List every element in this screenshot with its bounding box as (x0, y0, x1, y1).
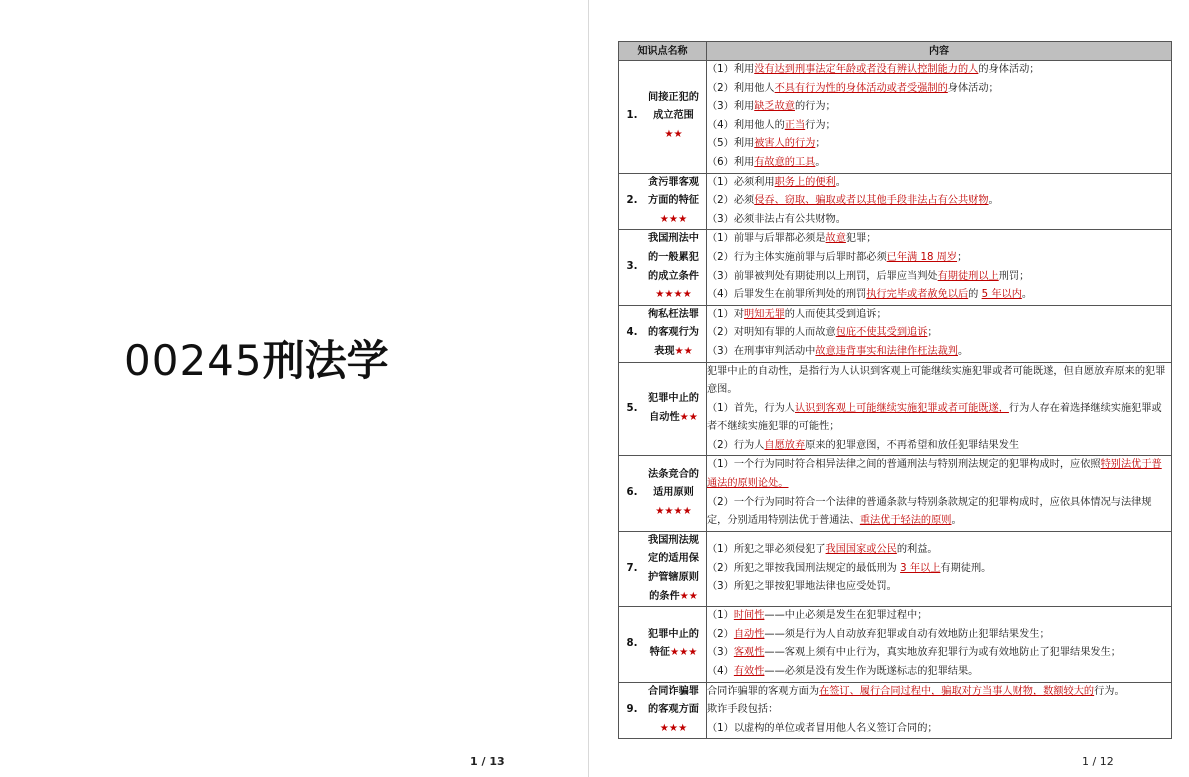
topic-name-text: 表现 (654, 345, 675, 357)
content-cell (707, 61, 1172, 174)
topic-cell (619, 456, 707, 531)
content-text: ； (815, 138, 826, 150)
content-text: （2）一个行为同时符合一个法律的普通条款与特别条款规定的犯罪构成时，应依具体情况与法律规定，分别适用特别法优于普通法、 (707, 496, 1152, 527)
content-line (707, 644, 1171, 663)
key-term: 正当 (784, 119, 806, 131)
topic-name-line (643, 343, 704, 362)
topic-name-text: 方面的特征 (648, 195, 699, 207)
content-line (707, 560, 1171, 579)
content-text: ——必须是没有发生作为既遂标志的犯罪结果。 (764, 666, 979, 677)
key-term: 故意 (825, 233, 846, 245)
topic-name (643, 683, 706, 739)
topic-name-text: 成立范围 (653, 110, 694, 122)
topic-name-text: 的成立条件 (648, 270, 699, 282)
content-line (707, 663, 1171, 682)
topic-name-text: 特征 (649, 647, 670, 659)
topic-name-text: 的一般累犯 (648, 251, 699, 263)
table-row (619, 607, 1172, 682)
content-line (707, 249, 1171, 268)
table-row (619, 682, 1172, 739)
content-cell (707, 456, 1172, 531)
content-text: 。 (988, 195, 999, 207)
content-text: （3）所犯之罪按犯罪地法律也应受处罚。 (707, 581, 897, 593)
content-line (707, 324, 1171, 343)
content-text: （4）利用他人的 (707, 119, 785, 131)
content-text: 的行为； (794, 101, 836, 113)
content-text: （1）前罪与后罪都必须是 (707, 233, 826, 245)
topic-number: 8. (626, 638, 638, 650)
content-text: （2）行为主体实施前罪与后罪时都必须 (707, 251, 887, 263)
key-term: 特别法优于普通法的原则论处。 (707, 459, 1162, 490)
key-term: 自愿放弃 (764, 439, 806, 451)
topic-stars-line (643, 126, 704, 145)
topic-name (643, 230, 706, 304)
content-text: （5）利用 (707, 138, 755, 150)
topic-name (643, 390, 706, 427)
content-text: 。 (835, 176, 846, 188)
topic-name-line (643, 532, 704, 551)
content-line (707, 192, 1171, 211)
content-line (707, 80, 1171, 99)
key-term: 职务上的便利 (774, 176, 836, 188)
topic-name-text: 合同诈骗罪 (648, 685, 699, 697)
content-line (707, 343, 1171, 362)
topic-name-text: 犯罪中止的 (648, 628, 699, 640)
content-line (707, 363, 1171, 400)
content-line (707, 174, 1171, 193)
topic-number: 4. (626, 327, 638, 339)
topic-number: 5. (626, 402, 638, 414)
content-text: （1）所犯之罪必须侵犯了 (707, 544, 826, 556)
content-line (707, 135, 1171, 154)
left-page (0, 0, 588, 777)
content-line (707, 683, 1171, 702)
topic-name-line (643, 550, 704, 569)
importance-stars: ★★★ (669, 647, 698, 659)
content-line (707, 720, 1171, 739)
topic-name-line (643, 249, 704, 268)
document-title (124, 336, 389, 386)
topic-cell (619, 173, 707, 230)
content-cell (707, 230, 1172, 305)
key-term: 时间性 (733, 610, 765, 622)
header-topic: 知识点名称 (619, 42, 707, 61)
content-text: （2）所犯之罪按我国刑法规定的最低刑为 (707, 562, 901, 574)
importance-stars: ★★★ (659, 722, 688, 734)
table-row (619, 531, 1172, 606)
content-line (707, 61, 1171, 80)
content-text: 。 (957, 345, 969, 357)
content-text: （4）后罪发生在前罪所判处的刑罚 (707, 289, 867, 301)
right-page-number: 1 / 12 (1082, 755, 1114, 768)
key-term: 故意违背事实和法律作枉法裁判 (815, 345, 958, 357)
content-line (707, 626, 1171, 645)
content-text: 行为； (805, 119, 836, 131)
importance-stars: ★★★ (659, 213, 688, 225)
topic-name-text: 我国刑法中 (648, 233, 699, 245)
content-cell (707, 607, 1172, 682)
key-term: 明知无罪 (744, 308, 785, 320)
content-line (707, 541, 1171, 560)
key-term: 执行完毕或者赦免以后 (866, 289, 969, 301)
topic-number: 2. (626, 195, 638, 207)
key-term: 自动性 (733, 628, 765, 640)
content-line (707, 286, 1171, 305)
topic-number: 6. (626, 487, 638, 499)
topic-name-text: 适用原则 (653, 487, 694, 499)
content-line (707, 400, 1171, 437)
key-term: 包庇不使其受到追诉 (835, 327, 928, 339)
topic-name-text: 法条竞合的 (648, 468, 699, 480)
key-term: 有故意的工具 (754, 156, 816, 168)
topic-number: 7. (626, 562, 638, 574)
content-text: （1）对 (707, 308, 745, 320)
content-line (707, 230, 1171, 249)
topic-name-line (643, 588, 704, 607)
content-text: （2）必须 (707, 195, 755, 207)
content-line (707, 494, 1171, 531)
key-term: 我国国家或公民 (825, 544, 897, 556)
content-text: （3）前罪被判处有期徒刑以上刑罚，后罪应当判处 (707, 270, 938, 282)
topic-number: 9. (626, 704, 638, 716)
content-line (707, 437, 1171, 456)
content-cell (707, 305, 1172, 362)
topic-cell (619, 682, 707, 739)
topic-name-text: 的客观行为 (648, 327, 699, 339)
key-term: 5 年以内 (981, 289, 1022, 301)
topic-name-line (643, 89, 704, 108)
topic-name (643, 306, 706, 362)
content-text: 的 (968, 289, 982, 301)
key-term: 认识到客观上可能继续实施犯罪或者可能既遂， (794, 402, 1009, 414)
topic-name (643, 626, 706, 663)
content-text: （2）行为人 (707, 439, 765, 451)
topic-name-line (643, 107, 704, 144)
content-text: （2）对明知有罪的人而故意 (707, 327, 836, 339)
content-text: （2） (707, 628, 734, 640)
topic-name-line (643, 484, 704, 521)
topic-name-text: 贪污罪客观 (648, 176, 699, 188)
topic-name-line (643, 683, 704, 702)
content-text: （1）利用 (707, 64, 755, 75)
content-cell (707, 173, 1172, 230)
content-cell (707, 682, 1172, 739)
table-header-row (619, 42, 1172, 61)
content-text: （3）在刑事审判活动中 (707, 345, 816, 357)
key-term: 在签订、履行合同过程中，骗取对方当事人财物，数额较大的 (819, 685, 1095, 697)
content-text: （4） (707, 666, 734, 677)
knowledge-table (618, 41, 1172, 739)
content-text: 。 (1021, 289, 1033, 301)
content-text: 的人而使其受到追诉； (784, 308, 887, 320)
content-text: ——须是行为人自动放弃犯罪或自动有效地防止犯罪结果发生； (764, 628, 1050, 640)
key-term: 没有达到刑事法定年龄或者没有辨认控制能力的人 (754, 64, 979, 75)
content-cell (707, 362, 1172, 456)
content-text: ； (957, 251, 968, 263)
topic-name-text: 护管辖原则 (648, 572, 699, 584)
content-text: 犯罪； (845, 233, 877, 245)
topic-cell (619, 61, 707, 174)
topic-name-line (643, 701, 704, 738)
key-term: 3 年以上 (900, 562, 941, 574)
topic-name-line (643, 268, 704, 305)
topic-stars-line (643, 720, 704, 739)
importance-stars: ★★ (664, 129, 683, 141)
key-term: 侵吞、窃取、骗取或者以其他手段非法占有公共财物 (754, 195, 989, 207)
content-line (707, 607, 1171, 626)
content-text: 刑罚； (998, 270, 1030, 282)
content-text: ； (927, 327, 938, 339)
topic-name-line (643, 569, 704, 588)
content-line (707, 701, 1171, 720)
table-row (619, 362, 1172, 456)
topic-name-line (643, 230, 704, 249)
course-name: 刑法学 (262, 336, 389, 385)
header-content: 内容 (707, 42, 1172, 61)
topic-name-text: 徇私枉法罪 (648, 308, 699, 320)
key-term: 重法优于轻法的原则 (859, 515, 952, 527)
content-text: 欺诈手段包括： (707, 704, 779, 716)
content-text: （3） (707, 647, 734, 659)
content-text: （2）利用他人 (707, 82, 775, 94)
table-row (619, 305, 1172, 362)
topic-name-line (643, 390, 704, 409)
key-term: 客观性 (733, 647, 765, 659)
topic-number: 1. (626, 110, 638, 122)
topic-stars-line (643, 503, 704, 522)
content-text: （3）利用 (707, 101, 755, 113)
table-row (619, 173, 1172, 230)
content-line (707, 578, 1171, 597)
course-code: 00245 (124, 336, 263, 385)
content-text: （1）以虚构的单位或者冒用他人名义签订合同的； (707, 722, 938, 734)
content-text: 身体活动； (947, 82, 999, 94)
content-line (707, 268, 1171, 287)
topic-cell (619, 607, 707, 682)
content-text: （1）必须利用 (707, 176, 775, 188)
topic-cell (619, 531, 707, 606)
content-text: ——客观上须有中止行为，真实地放弃犯罪行为或有效地防止了犯罪结果发生； (764, 647, 1121, 659)
topic-cell (619, 305, 707, 362)
key-term: 被害人的行为 (754, 138, 816, 150)
content-text: 行为。 (1094, 685, 1125, 697)
content-text: （1）首先，行为人 (707, 402, 795, 414)
content-text: （6）利用 (707, 156, 755, 168)
content-text: （1） (707, 610, 734, 622)
content-cell (707, 531, 1172, 606)
content-text: 有期徒刑。 (940, 562, 992, 574)
topic-stars-line (643, 286, 704, 305)
key-term: 不具有行为性的身体活动或者受强制的 (774, 82, 948, 94)
content-text: 犯罪中止的自动性，是指行为人认识到客观上可能继续实施犯罪或者可能既遂，但自愿放弃原来的犯罪意图。 (707, 365, 1166, 396)
content-text: 合同诈骗罪的客观方面为 (707, 685, 820, 697)
topic-name (643, 466, 706, 522)
topic-name-line (643, 306, 704, 325)
content-line (707, 456, 1171, 493)
key-term: 有期徒刑以上 (937, 270, 999, 282)
importance-stars: ★★ (679, 411, 698, 423)
topic-name-text: 犯罪中止的 (648, 393, 699, 405)
content-text: ——中止必须是发生在犯罪过程中； (764, 610, 928, 622)
content-text: 的身体活动； (978, 64, 1040, 75)
topic-name-line (643, 644, 704, 663)
topic-name-text: 我国刑法规 (648, 534, 699, 546)
key-term: 缺乏故意 (754, 101, 795, 113)
content-line (707, 154, 1171, 173)
topic-name-line (643, 409, 704, 428)
importance-stars: ★★ (674, 345, 693, 357)
topic-stars-line (643, 211, 704, 230)
topic-name-text: 定的适用保 (648, 553, 699, 565)
content-text: 。 (815, 156, 826, 168)
topic-number: 3. (626, 261, 638, 273)
content-line (707, 117, 1171, 136)
topic-name-line (643, 174, 704, 193)
content-line (707, 98, 1171, 117)
content-line (707, 211, 1171, 230)
key-term: 已年满 18 周岁 (886, 251, 958, 263)
content-text: 。 (951, 515, 962, 527)
content-text: 的利益。 (896, 544, 938, 556)
content-text: （1）一个行为同时符合相异法律之间的普通刑法与特别刑法规定的犯罪构成时，应依照 (707, 459, 1101, 471)
topic-name (643, 532, 706, 606)
table-row (619, 456, 1172, 531)
topic-cell (619, 362, 707, 456)
topic-name-line (643, 192, 704, 229)
topic-cell (619, 230, 707, 305)
left-page-number: 1 / 13 (470, 755, 505, 768)
topic-name-line (643, 626, 704, 645)
table-row (619, 230, 1172, 305)
topic-name-line (643, 324, 704, 343)
topic-name (643, 89, 706, 145)
topic-name-text: 的客观方面 (648, 704, 699, 716)
key-term: 有效性 (733, 666, 765, 677)
content-text: 行为人存在着选择继续实施犯罪或者不继续实施犯罪的可能性； (707, 402, 1162, 433)
topic-name (643, 174, 706, 230)
topic-name-text: 自动性 (649, 411, 680, 423)
table-row (619, 61, 1172, 174)
importance-stars: ★★★★ (655, 505, 692, 517)
importance-stars: ★★★★ (655, 289, 692, 301)
content-line (707, 306, 1171, 325)
content-text: （3）必须非法占有公共财物。 (707, 213, 846, 225)
topic-name-line (643, 466, 704, 485)
topic-name-text: 间接正犯的 (648, 91, 699, 103)
importance-stars: ★★ (679, 590, 698, 602)
content-text: 原来的犯罪意图，不再希望和放任犯罪结果发生 (805, 439, 1020, 451)
topic-name-text: 的条件 (649, 590, 680, 602)
